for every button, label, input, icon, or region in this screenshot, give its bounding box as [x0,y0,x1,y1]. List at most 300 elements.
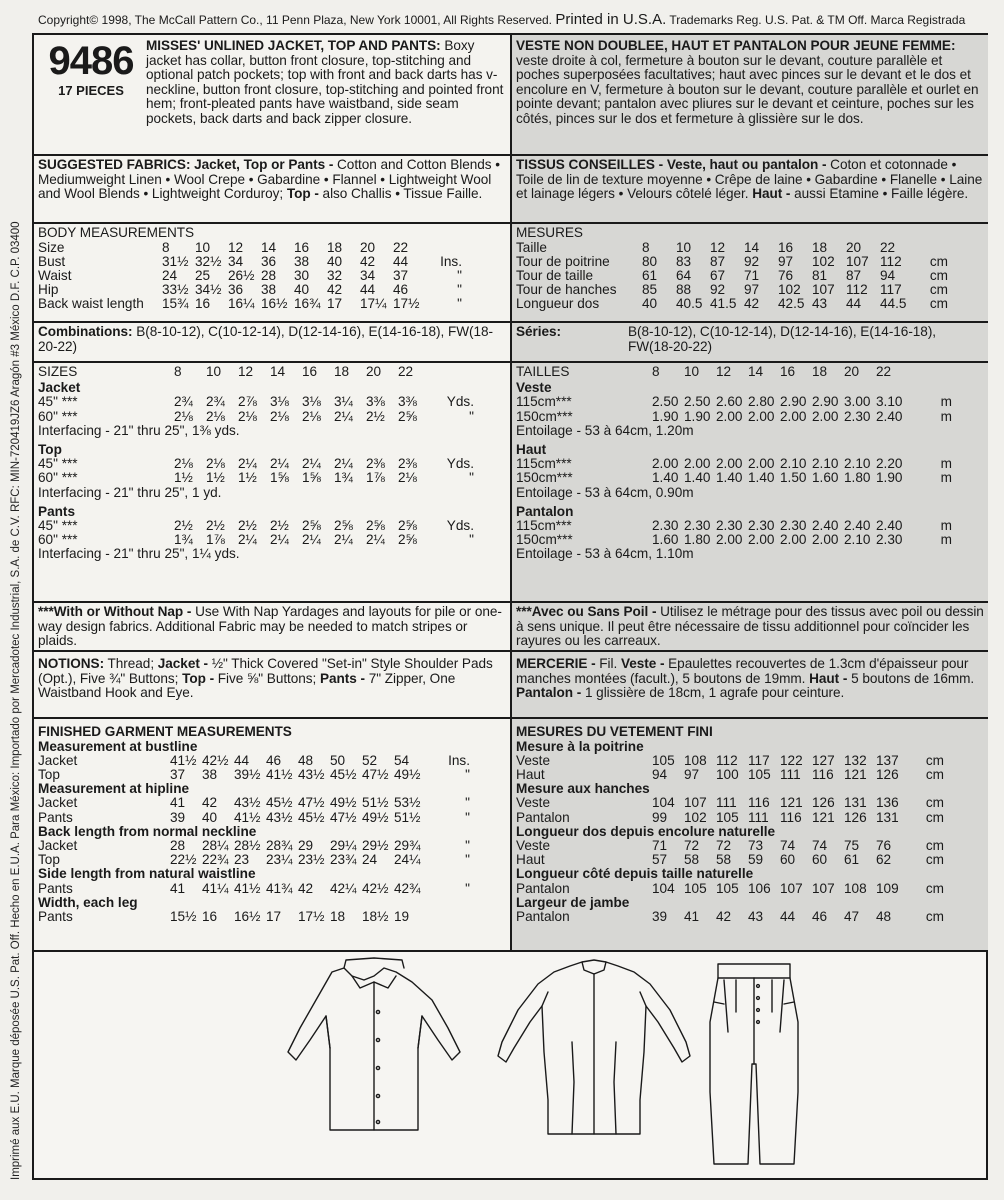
unit-cell: cm [925,809,944,825]
value-cell: 99 [652,809,668,825]
value-cell: 76 [876,838,892,854]
value-cell: 44 [360,282,376,298]
value-cell: 132 [844,752,867,768]
value-cell: 20 [844,364,860,379]
table-row [516,486,952,500]
fr-notions-b: Epaulettes recouvertes de 1.3cm d'épaisseur pour manches montées (facult.), 5 boutons de 19mm. [516,656,969,686]
table-row [38,867,470,881]
en-fabrics-top: Top - [286,186,319,202]
value-cell: 41 [170,795,186,811]
fr-notions-a: Fil. [595,656,618,671]
value-cell: 87 [846,268,862,283]
value-cell: 17 [327,296,343,312]
value-cell: 10 [684,364,700,379]
row-label: Longueur dos [516,296,600,312]
measurement-group: Width, each leg [38,894,138,910]
value-cell: 105 [748,767,771,782]
row-label: Pantalon [516,909,570,925]
value-cell: 116 [812,767,834,782]
value-cell: 29¾ [394,838,421,854]
value-cell: 108 [684,752,707,768]
fr-notions-top: Haut - [809,670,848,686]
value-cell: 2.00 [812,532,839,548]
measurement-group: Side length from natural waistline [38,866,256,882]
row-label: 150cm*** [516,470,573,486]
table-row [38,519,474,533]
trademark-text: Trademarks Reg. U.S. Pat. & TM Off. Marca Registrada [669,13,966,27]
value-cell: 18 [327,239,343,255]
value-cell: 49½ [330,795,357,811]
value-cell: 23 [234,852,250,868]
value-cell: 34 [360,268,376,283]
row-label: 60" *** [38,532,78,548]
row-label: Pants [38,809,73,825]
value-cell: 122 [780,752,803,768]
value-cell: 2⅛ [270,408,289,424]
garment-name: Jacket [38,380,81,396]
value-cell: 29¼ [330,838,357,854]
value-cell: 2⅝ [334,518,353,534]
value-cell: 107 [846,253,869,269]
value-cell: 2⅜ [398,456,417,472]
value-cell: 40 [294,282,310,298]
value-cell: 32 [327,268,343,283]
value-cell: 74 [812,838,828,854]
table-row [516,443,952,457]
table-row [516,283,948,297]
value-cell: 22 [398,364,414,379]
row-label: Waist [38,268,72,283]
value-cell: 28 [261,268,277,283]
value-cell: 116 [748,795,770,811]
value-cell: 111 [716,795,737,811]
value-cell: 16½ [234,909,261,925]
fr-nap-section [512,603,988,652]
value-cell: 10 [195,239,211,255]
value-cell: 28¼ [202,838,229,854]
unit-cell: Yds. [446,456,474,472]
value-cell: 2.10 [844,456,871,472]
table-row [38,410,474,424]
fr-fgm-head: MESURES DU VETEMENT FINI [516,724,713,739]
value-cell: 2⅛ [398,470,417,486]
fr-finished-section [512,719,988,950]
unit-cell: cm [925,880,944,896]
unit-cell: Yds. [446,518,474,534]
value-cell: 14 [261,239,277,255]
value-cell: 1.80 [844,470,871,486]
value-cell: 2¼ [366,532,385,548]
table-row [38,782,470,796]
row-label: Pants [38,880,73,896]
value-cell: 41½ [234,880,261,896]
value-cell: 32½ [195,253,222,269]
fr-body-table [516,241,948,312]
fr-notions-head: MERCERIE - [516,656,596,671]
value-cell: 44 [234,752,250,768]
value-cell: 2⅝ [302,518,321,534]
value-cell: 40 [327,253,343,269]
en-fabrics-tail: also Challis • Tissue Faille. [318,186,483,202]
en-notions-jacket: Jacket - [157,656,209,671]
fr-fabrics-tail: aussi Etamine • Faille légère. [790,186,969,202]
value-cell: 3.00 [844,394,871,410]
value-cell: 49½ [362,809,389,825]
fr-combos: B(8-10-12), C(10-12-14), D(12-14-16), E(14-16-18), FW(18-20-22) [628,324,937,354]
en-notions-d: 7" Zipper, One Waistband Hook and Eye. [38,670,456,701]
value-cell: 2¼ [334,408,353,424]
table-row [516,853,944,867]
en-description [146,39,506,127]
interfacing-note: Interfacing - 21" thru 25", 1⅜ yds. [38,422,240,438]
value-cell: 17½ [298,909,325,925]
fr-fabrics-head: TISSUS CONSEILLES - Veste, haut ou pantalon - [516,157,827,172]
unit-cell: m [940,456,952,472]
table-row [38,839,470,853]
value-cell: 2.40 [876,518,903,534]
row-label: 45" *** [38,518,78,534]
value-cell: 17½ [393,296,420,312]
value-cell: 29½ [362,838,389,854]
value-cell: 2¼ [270,456,289,472]
row-label: Pantalon [516,809,570,825]
en-notions-section [34,652,510,719]
value-cell: 2¼ [238,456,257,472]
value-cell: 2¼ [302,456,321,472]
table-row [516,547,952,561]
value-cell: 85 [642,282,658,298]
value-cell: 48 [876,909,892,925]
en-combos: B(8-10-12), C(10-12-14), D(12-14-16), E(14-16-18), FW(18-20-22) [38,324,493,354]
value-cell: 22 [876,364,892,379]
value-cell: 2.50 [684,394,711,410]
value-cell: 2.20 [876,456,903,472]
value-cell: 2.10 [812,456,839,472]
value-cell: 2¾ [174,394,193,410]
value-cell: 2⅝ [366,518,385,534]
row-label: Pantalon [516,880,570,896]
row-label: Size [38,239,65,255]
value-cell: 2½ [174,518,193,534]
row-label: Top [38,767,60,782]
value-cell: 29 [298,838,314,854]
value-cell: 2½ [238,518,257,534]
value-cell: 45½ [330,767,357,782]
value-cell: 22 [393,239,409,255]
value-cell: 24¼ [394,852,421,868]
value-cell: 24 [362,852,378,868]
row-label: Back waist length [38,296,144,312]
en-body-head: BODY MEASUREMENTS [38,225,195,240]
unit-cell: cm [925,852,944,868]
en-fabrics-head: SUGGESTED FABRICS: Jacket, Top or Pants - [38,157,334,172]
value-cell: 8 [652,364,660,379]
interfacing-note: Entoilage - 53 à 64cm, 1.20m [516,422,694,438]
value-cell: 100 [716,767,739,782]
value-cell: 107 [812,282,835,298]
value-cell: 23½ [298,852,325,868]
value-cell: 22 [880,239,896,255]
side-import-text: Imprimé aux E.U. Marque déposée U.S. Pat. Off. Hecho en E.U.A. Para México: Importado por Mercadotec Industrial, S.A. de C.V. RFC: MIN-720419JZ6 Aragón #3 México D.F. C.P. 03400 [10,221,22,1180]
table-row [516,782,944,796]
unit-cell [430,365,474,379]
value-cell: 1⅝ [302,470,321,486]
table-row [516,255,948,269]
table-row [38,381,474,395]
table-row [38,365,474,379]
value-cell: 8 [174,364,182,379]
value-cell: 2.00 [684,456,711,472]
value-cell: 105 [716,880,739,896]
table-row [38,424,474,438]
value-cell: 3⅛ [270,394,289,410]
unit-cell: " [465,852,470,868]
unit-cell: cm [929,282,948,298]
value-cell: 2.30 [684,518,711,534]
value-cell: 20 [366,364,382,379]
table-row [516,505,952,519]
value-cell: 97 [744,282,760,298]
pattern-number: 9486 [48,39,134,83]
value-cell: 36 [261,253,277,269]
unit-cell: " [469,470,474,486]
value-cell: 72 [716,838,732,854]
value-cell: 2.30 [780,518,807,534]
unit-cell: " [469,532,474,548]
value-cell: 2.00 [780,532,807,548]
value-cell: 2.50 [652,394,679,410]
value-cell: 41 [684,909,700,925]
row-label: 150cm*** [516,408,573,424]
row-label: Jacket [38,838,78,854]
value-cell: 71 [744,268,760,283]
value-cell: 45½ [298,809,325,825]
value-cell: 105 [652,752,675,768]
value-cell: 111 [780,767,801,782]
value-cell: 2.00 [748,456,775,472]
value-cell: 102 [778,282,801,298]
value-cell: 16 [202,909,218,925]
row-label: Veste [516,795,551,811]
unit-cell: cm [925,795,944,811]
value-cell: 2.60 [716,394,743,410]
value-cell: 3⅜ [366,394,385,410]
unit-cell: cm [925,752,944,768]
fr-description-text: veste droite à col, fermeture à bouton sur le devant, couture parallèle et poches superposées facultatives; haut avec pinces sur le devant et le dos et encolure en V, fermeture à bouton sur le devant, couture parallèle et ourlet en pointe devant; pantalon avec pliures sur le devant et ceinture, poches sur les côtés, pinces sur le dos et fermeture à glissière sur le dos. [516,52,979,126]
value-cell: 16 [778,239,794,255]
value-cell: 136 [876,795,899,811]
value-cell: 137 [876,752,899,768]
value-cell: 2⅛ [174,456,193,472]
value-cell: 22¾ [202,852,229,868]
value-cell: 42 [298,880,314,896]
table-row [38,533,474,547]
value-cell: 2¼ [270,532,289,548]
value-cell: 2⅛ [302,408,321,424]
value-cell: 17 [266,909,282,925]
value-cell: 94 [880,268,896,283]
table-row [38,768,470,782]
row-label: 60" *** [38,470,78,486]
value-cell: 1.60 [652,532,679,548]
en-finished-section [34,719,510,950]
value-cell: 102 [812,253,835,269]
value-cell: 18½ [362,909,389,925]
table-row [516,410,952,424]
value-cell: 2.90 [780,394,807,410]
value-cell: 44.5 [880,296,907,312]
value-cell: 83 [676,253,692,269]
row-label: Bust [38,253,66,269]
copyright-line [38,12,998,28]
value-cell: 111 [748,809,769,825]
value-cell: 42¼ [330,880,357,896]
row-label: Top [38,852,60,868]
row-label: TAILLES [516,364,570,379]
table-row [38,443,474,457]
value-cell: 2¾ [206,394,225,410]
unit-cell: " [465,809,470,825]
unit-cell [426,241,462,255]
value-cell: 2.30 [716,518,743,534]
value-cell: 62 [876,852,892,868]
value-cell: 26½ [228,268,255,283]
row-label: Tour de taille [516,268,594,283]
value-cell: 41¾ [266,880,293,896]
table-row [38,896,470,910]
value-cell: 2.10 [844,532,871,548]
value-cell: 2.00 [652,456,679,472]
table-row [38,457,474,471]
jacket-sketch [288,958,460,1130]
measurement-group: Longueur dos depuis encolure naturelle [516,823,776,839]
value-cell: 92 [710,282,726,298]
value-cell: 97 [778,253,794,269]
table-row [516,395,952,409]
fr-fabrics-text: Coton et cotonnade • Toile de lin de texture moyenne • Crêpe de laine • Gabardine • Flanelle • Laine et lainage légers • Velours côtelé léger. [516,157,983,202]
value-cell: 2.10 [780,456,807,472]
unit-cell: Yds. [446,394,474,410]
value-cell: 3¼ [334,394,353,410]
value-cell: 43½ [298,767,325,782]
value-cell: 109 [876,880,899,896]
value-cell: 38 [202,767,218,782]
table-row [516,796,944,810]
value-cell: 2¼ [334,456,353,472]
value-cell: 47½ [298,795,325,811]
unit-cell: " [469,408,474,424]
value-cell: 34 [228,253,244,269]
value-cell: 39 [170,809,186,825]
value-cell: 43½ [266,809,293,825]
fr-notions-pants: Pantalon - [516,685,582,701]
value-cell: 73 [748,838,764,854]
measurement-group: Longueur côté depuis taille naturelle [516,866,754,882]
table-row [516,457,952,471]
value-cell: 23¼ [266,852,293,868]
garment-sketches [34,952,986,1180]
fr-finished-table [516,740,944,925]
table-row [38,486,474,500]
unit-cell: Ins. [448,752,470,768]
value-cell: 14 [744,239,760,255]
en-yardage-table [38,365,474,562]
unit-cell: cm [929,268,948,283]
unit-cell: cm [925,909,944,925]
row-label: 45" *** [38,394,78,410]
value-cell: 81 [812,268,828,283]
printed-in: Printed in U.S.A. [555,11,667,28]
value-cell: 2⅝ [398,532,417,548]
value-cell: 28½ [234,838,261,854]
row-label: 60" *** [38,408,78,424]
value-cell: 121 [844,767,867,782]
copyright-text: Copyright© 1998, The McCall Pattern Co., 11 Penn Plaza, New York 10001, All Rights Reserved. [38,13,553,27]
row-label: 115cm*** [516,518,572,534]
unit-cell: cm [929,253,948,269]
value-cell: 2.30 [748,518,775,534]
value-cell: 2⅛ [174,408,193,424]
value-cell: 12 [716,364,732,379]
unit-cell: " [465,838,470,854]
value-cell: 88 [676,282,692,298]
value-cell: 1.40 [748,470,775,486]
fr-body-head: MESURES [516,225,583,240]
en-finished-table [38,740,470,925]
value-cell: 10 [206,364,222,379]
table-row [38,825,470,839]
pattern-number-block [38,41,144,98]
value-cell: 2.00 [716,532,743,548]
value-cell: 42¾ [394,880,421,896]
value-cell: 2¼ [302,532,321,548]
value-cell: 2.00 [780,408,807,424]
pattern-envelope-back [32,33,988,1180]
en-notions-head: NOTIONS: [38,656,105,671]
value-cell: 60 [812,852,828,868]
value-cell: 107 [780,880,803,896]
value-cell: 1.40 [652,470,679,486]
table-row [38,740,470,754]
table-row [38,297,462,311]
interfacing-note: Interfacing - 21" thru 25", 1 yd. [38,484,222,500]
value-cell: 104 [652,795,675,811]
value-cell: 46 [812,909,828,925]
value-cell: 1⅝ [270,470,289,486]
value-cell: 12 [238,364,254,379]
table-row [38,269,462,283]
value-cell: 1.90 [652,408,679,424]
value-cell: 41½ [170,752,197,768]
table-row [516,424,952,438]
value-cell: 2½ [366,408,385,424]
interfacing-note: Entoilage - 53 à 64cm, 0.90m [516,484,694,500]
table-row [38,910,470,924]
value-cell: 16¼ [228,296,255,312]
measurement-group: Largeur de jambe [516,894,630,910]
value-cell: 39 [652,909,668,925]
table-row [38,471,474,485]
value-cell: 16 [302,364,318,379]
value-cell: 44 [846,296,862,312]
table-row [516,768,944,782]
value-cell: 2.00 [748,532,775,548]
value-cell: 108 [844,880,867,896]
fr-nap-head: ***Avec ou Sans Poil - [516,604,657,619]
unit-cell: m [940,408,952,424]
value-cell: 37 [170,767,186,782]
table-row [516,811,944,825]
